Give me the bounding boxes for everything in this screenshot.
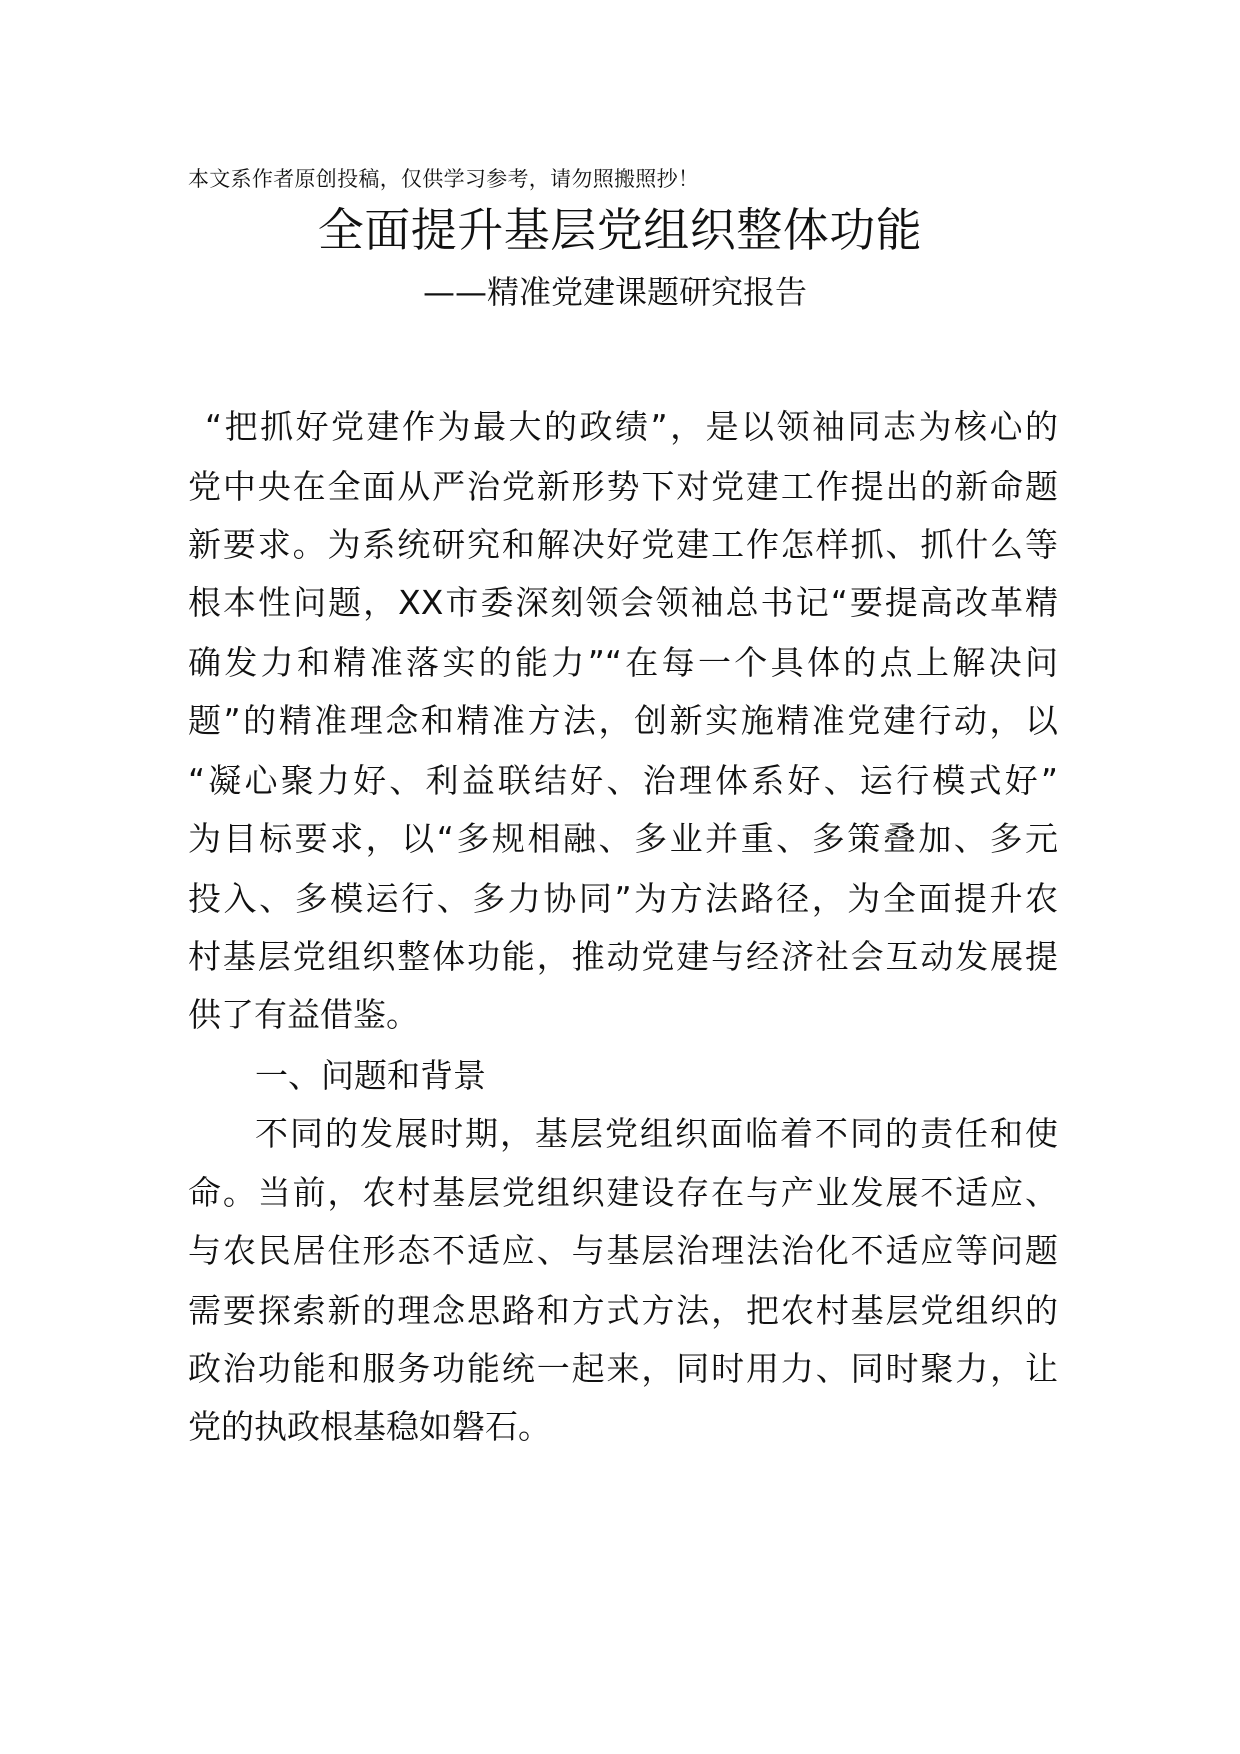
- paragraph-line: 投入、多模运行、多力协同”为方法路径，为全面提升农: [188, 879, 1058, 918]
- paragraph-line: “凝心聚力好、利益联结好、治理体系好、运行模式好”: [188, 761, 1058, 800]
- paragraph-line: 题”的精准理念和精准方法，创新实施精准党建行动，以: [188, 701, 1058, 740]
- paragraph-line: 党中央在全面从严治党新形势下对党建工作提出的新命题: [188, 467, 1058, 506]
- paragraph-line: 为目标要求，以“多规相融、多业并重、多策叠加、多元: [188, 819, 1058, 858]
- copyright-notice: 本文系作者原创投稿，仅供学习参考，请勿照搬照抄！: [188, 167, 700, 191]
- paragraph-line: 政治功能和服务功能统一起来，同时用力、同时聚力，让: [188, 1349, 1058, 1388]
- document-subtitle: ——精准党建课题研究报告: [423, 273, 808, 311]
- paragraph-line: 根本性问题，XX市委深刻领会领袖总书记“要提高改革精: [188, 583, 1058, 622]
- paragraph-line: 供了有益借鉴。: [188, 995, 419, 1034]
- paragraph-line: 新要求。为系统研究和解决好党建工作怎样抓、抓什么等: [188, 525, 1058, 564]
- paragraph-line: 村基层党组织整体功能，推动党建与经济社会互动发展提: [188, 937, 1058, 976]
- paragraph-line: 党的执政根基稳如磐石。: [188, 1407, 551, 1446]
- paragraph-line: 需要探索新的理念思路和方式方法，把农村基层党组织的: [188, 1291, 1058, 1330]
- paragraph-line: 与农民居住形态不适应、与基层治理法治化不适应等问题: [188, 1231, 1058, 1270]
- paragraph-line: 确发力和精准落实的能力”“在每一个具体的点上解决问: [188, 643, 1058, 682]
- paragraph-line: 不同的发展时期，基层党组织面临着不同的责任和使: [255, 1114, 1058, 1153]
- paragraph-line: 命。当前，农村基层党组织建设存在与产业发展不适应、: [188, 1173, 1058, 1212]
- section-heading: 一、问题和背景: [255, 1056, 486, 1095]
- document-title: 全面提升基层党组织整体功能: [317, 203, 923, 257]
- paragraph-line: “把抓好党建作为最大的政绩”，是以领袖同志为核心的: [205, 407, 1058, 446]
